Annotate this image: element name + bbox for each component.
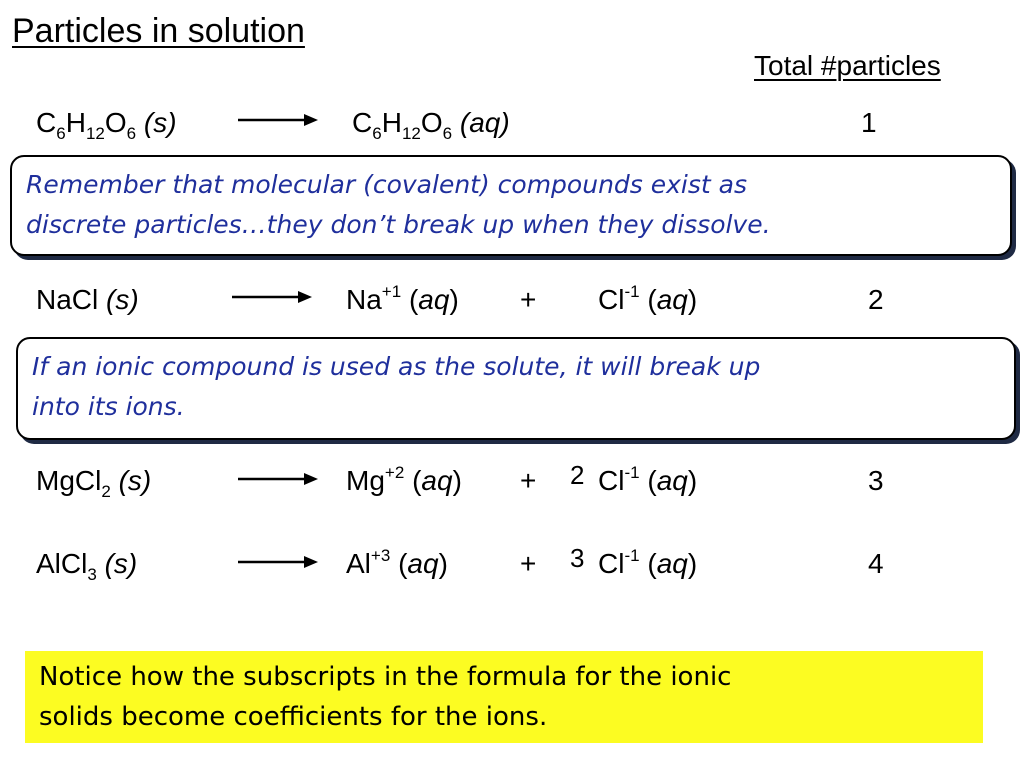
- chloride-ion-3: $Cl^{-1}$ (aq): [598, 463, 698, 496]
- glucose-aqueous: $C_6H_{12}O_6$ (aq): [352, 107, 510, 143]
- alcl3-solid: AlCl$_3$ (s): [36, 548, 138, 584]
- magnesium-ion: $Mg^{+2}$ (aq): [346, 463, 462, 496]
- ionic-note-line-1: If an ionic compound is used as the solute, it will break up: [32, 352, 761, 381]
- particle-count-1: 1: [861, 107, 877, 138]
- subscripts-note-line-1: Notice how the subscripts in the formula for the ionic: [39, 662, 732, 692]
- plus-sign-3: +: [520, 465, 537, 496]
- slide-title: Particles in solution: [12, 12, 305, 50]
- plus-sign-4: +: [520, 548, 537, 579]
- particle-count-4: 4: [868, 548, 884, 579]
- chloride-coefficient-4: 3: [570, 543, 585, 573]
- reaction-arrow-1: [238, 113, 318, 127]
- particle-count-3: 3: [868, 465, 884, 496]
- reaction-arrow-2: [232, 290, 312, 304]
- total-particles-header: Total #particles: [754, 50, 941, 81]
- mgcl2-solid: MgCl$_2$ (s): [36, 465, 152, 501]
- plus-sign-2: +: [520, 284, 537, 315]
- chloride-coefficient-3: 2: [570, 460, 585, 490]
- reaction-arrow-3: [238, 472, 318, 486]
- glucose-solid: $C_6H_{12}O_6$ (s): [36, 107, 177, 143]
- covalent-note: [10, 155, 1012, 256]
- ionic-note: [16, 337, 1016, 440]
- ionic-note-line-2: into its ions.: [32, 392, 185, 421]
- covalent-note-line-2: discrete particles…they don’t break up when they dissolve.: [26, 210, 771, 239]
- chloride-ion-2: $Cl^{-1}$ (aq): [598, 282, 698, 315]
- reaction-arrow-4: [238, 555, 318, 569]
- subscripts-note: [25, 651, 983, 743]
- subscripts-note-line-2: solids become coefficients for the ions.: [39, 702, 548, 732]
- particle-count-2: 2: [868, 284, 884, 315]
- sodium-ion: $Na^{+1}$ (aq): [346, 282, 459, 315]
- nacl-solid: NaCl (s): [36, 284, 139, 315]
- chloride-ion-4: $Cl^{-1}$ (aq): [598, 546, 698, 579]
- covalent-note-line-1: Remember that molecular (covalent) compounds exist as: [26, 170, 747, 199]
- aluminum-ion: $Al^{+3}$ (aq): [346, 546, 448, 579]
